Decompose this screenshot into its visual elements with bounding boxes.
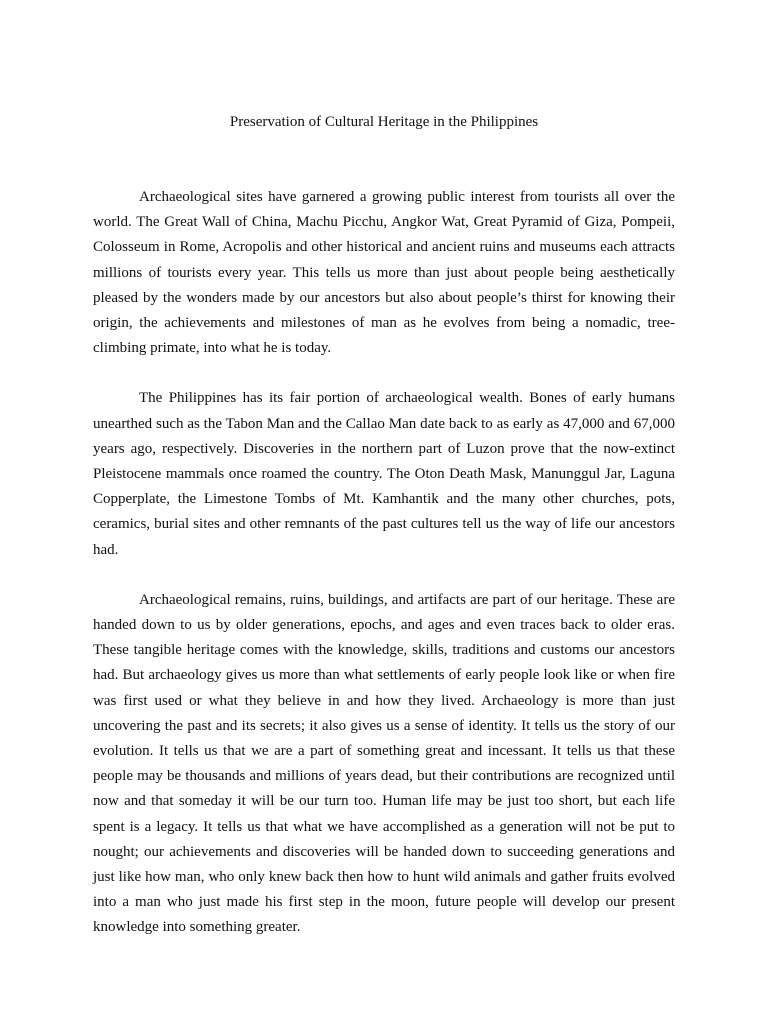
paragraph-3: Archaeological remains, ruins, buildings, and artifacts are part of our heritage. These are handed down to us by older generations, epochs, and ages and even traces back to older eras. These tangible heritage comes with the knowledge, skills, traditions and customs our ancestors had. But archaeology gives us more than what settlements of early people look like or when fire was first used or what they believe in and how they lived. Archaeology is more than just uncovering the past and its secrets; it also gives us a sense of identity. It tells us the story of our evolution. It tells us that we are a part of something great and incessant. It tells us that these people may be thousands and millions of years dead, but their contributions are recognized until now and that someday it will be our turn too. Human life may be just too short, but each life spent is a legacy. It tells us that what we have accomplished as a generation will not be put to nought; our achievements and discoveries will be handed down to succeeding generations and just like how man, who only knew back then how to hunt wild animals and gather fruits evolved into a man who just made his first step in the moon, future people will develop our present knowledge into something greater. xyxy=(93,591,675,936)
paragraph-1: Archaeological sites have garnered a growing public interest from tourists all over the world. The Great Wall of China, Machu Picchu, Angkor Wat, Great Pyramid of Giza, Pompeii, Colosseum in Rome, Acropolis and other historical and ancient ruins and museums each attracts millions of tourists every year. This tells us more than just about people being aesthetically pleased by the wonders made by our ancestors but also about people’s thirst for knowing their origin, the achievements and milestones of man as he evolves from being a nomadic, tree-climbing primate, into what he is today. xyxy=(93,189,675,357)
document-title: Preservation of Cultural Heritage in the Philippines xyxy=(229,114,539,130)
document-body xyxy=(93,185,675,966)
paragraph-2: The Philippines has its fair portion of archaeological wealth. Bones of early humans unearthed such as the Tabon Man and the Callao Man date back to as early as 47,000 and 67,000 years ago, respectively. Discoveries in the northern part of Luzon prove that the now-extinct Pleistocene mammals once roamed the country. The Oton Death Mask, Manunggul Jar, Laguna Copperplate, the Limestone Tombs of Mt. Kamhantik and the many other churches, pots, ceramics, burial sites and other remnants of the past cultures tell us the way of life our ancestors had. xyxy=(93,390,675,558)
